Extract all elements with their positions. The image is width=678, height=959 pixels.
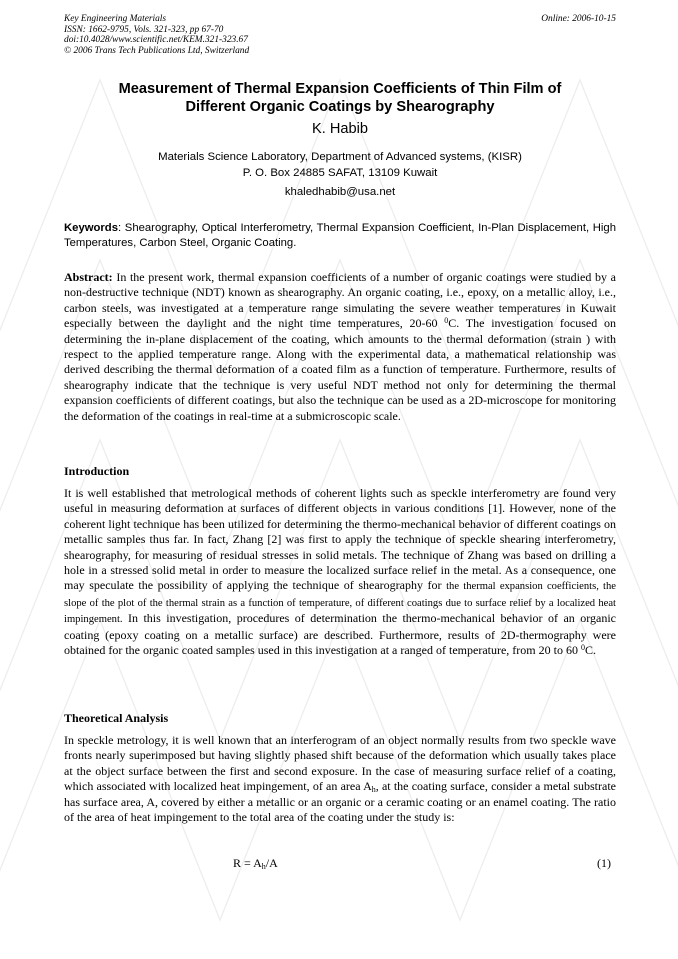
abstract-text-2: C. The investigation focused on determining the in-plane displacement of the coating, which amounts to the thermal deformation (strain ) with respect to the applied temperature range. Along with the experimental data, a mathematical relationship was derived describing the thermal deformation of a coated film as a function of temperature. Furthermore, results of shearography indicate that the technique is very useful NDT method not only for determining the thermal expansion coefficients of different coatings, but also the technique can be used as a 2D-microscope for monitoring the deformation of the coatings in real-time at a submicroscopic scale. xyxy=(64,316,616,423)
introduction-heading: Introduction xyxy=(64,464,130,478)
theory-text-1: In speckle metrology, it is well known that an interferogram of an object normally results from two speckle wave fronts nearly superimposed but having slightly phased shift because of the deformation which usually takes place at the object surface between the first and second exposure. In the case of measuring surface relief of a coating, which associated with localized heat impingement, of an area A xyxy=(64,733,616,794)
journal-name: Key Engineering Materials xyxy=(64,14,167,24)
theory-text-2: , at the coating surface, consider a metal substrate has surface area, A, covered by either a metallic or an organic or a ceramic coating or an enamel coating. The ratio of the area of heat impingement to the total area of the coating under the study is: xyxy=(64,779,616,825)
journal-header xyxy=(64,14,616,56)
journal-doi: doi:10.4028/www.scientific.net/KEM.321-323.67 xyxy=(64,35,248,46)
author-name: K. Habib xyxy=(312,121,368,137)
introduction-body xyxy=(64,486,616,658)
equation-number: (1) xyxy=(597,856,611,870)
journal-copyright: © 2006 Trans Tech Publications Ltd, Switzerland xyxy=(64,45,250,56)
affiliation xyxy=(64,149,616,181)
journal-issn: ISSN: 1662-9795, Vols. 321-323, pp 67-70 xyxy=(64,24,224,35)
paper-title xyxy=(64,80,616,116)
theoretical-analysis-heading: Theoretical Analysis xyxy=(64,711,169,725)
affiliation-line-2: P. O. Box 24885 SAFAT, 13109 Kuwait xyxy=(242,167,438,179)
equation-right: /A xyxy=(265,856,278,870)
equation-1 xyxy=(233,856,278,871)
theoretical-analysis-body xyxy=(64,733,616,825)
intro-text-small: the thermal expansion coefficients, the slope of the plot of the thermal strain as a function of temperature, of different coatings due to surface relief by a localized heat impingement. xyxy=(64,581,616,626)
affiliation-line-1: Materials Science Laboratory, Department of Advanced systems, (KISR) xyxy=(158,151,522,163)
online-date: Online: 2006-10-15 xyxy=(541,14,616,24)
author-email: khaledhabib@usa.net xyxy=(284,186,396,198)
abstract xyxy=(64,270,616,424)
equation-subscript: h xyxy=(261,862,266,871)
degree-superscript: 0 xyxy=(580,643,585,653)
keywords-text: : Shearography, Optical Interferometry, Thermal Expansion Coefficient, In-Plan Displacement, High Temperatures, Carbon Steel, Organic Coating. xyxy=(64,222,616,249)
degree-superscript: 0 xyxy=(444,316,449,326)
area-subscript: h xyxy=(371,785,376,795)
intro-text-2: In this investigation, procedures of determination the thermo-mechanical behavior of an organic coating (epoxy coating on a metallic surface) are described. Furthermore, results of 2D-thermography were obtained for the organic coated samples used in this investigation at a ranged of temperature, from 20 to 60 xyxy=(64,611,616,658)
keywords xyxy=(64,221,616,250)
intro-text-3: C. xyxy=(584,643,596,658)
abstract-text-1: In the present work, thermal expansion coefficients of a number of organic coatings were studied by a non-destructive technique (NDT) known as shearography. An organic coating, i.e., epoxy, on a metallic alloy, i.e., carbon steels, was investigated at a temperature range simulating the severe weather temperatures in Kuwait especially between the daylight and the night time temperatures, 20-60 xyxy=(64,270,616,331)
abstract-label: Abstract: xyxy=(64,270,113,284)
equation-left: R = A xyxy=(233,856,262,870)
title-line-1: Measurement of Thermal Expansion Coefficients of Thin Film of xyxy=(118,81,562,97)
keywords-label: Keywords xyxy=(64,222,118,234)
title-line-2: Different Organic Coatings by Shearography xyxy=(185,99,495,115)
intro-text-1: It is well established that metrological methods of coherent lights such as speckle interferometry are found very useful in measuring deformation at surfaces of different objects in various conditions [1]. However, none of the coherent light technique has been utilized for determining the thermo-mechanical behavior of different coatings on metallic samples thus far. In fact, Zhang [2] was first to apply the technique of speckle shearing interferometry, shearography, for measuring of residual stresses in solid metals. The technique of Zhang was based on drilling a hole in a stressed solid metal in order to measure the localized surface relief in the metal. As a consequence, one may speculate the possibility of applying the technique of shearography for xyxy=(64,486,616,593)
